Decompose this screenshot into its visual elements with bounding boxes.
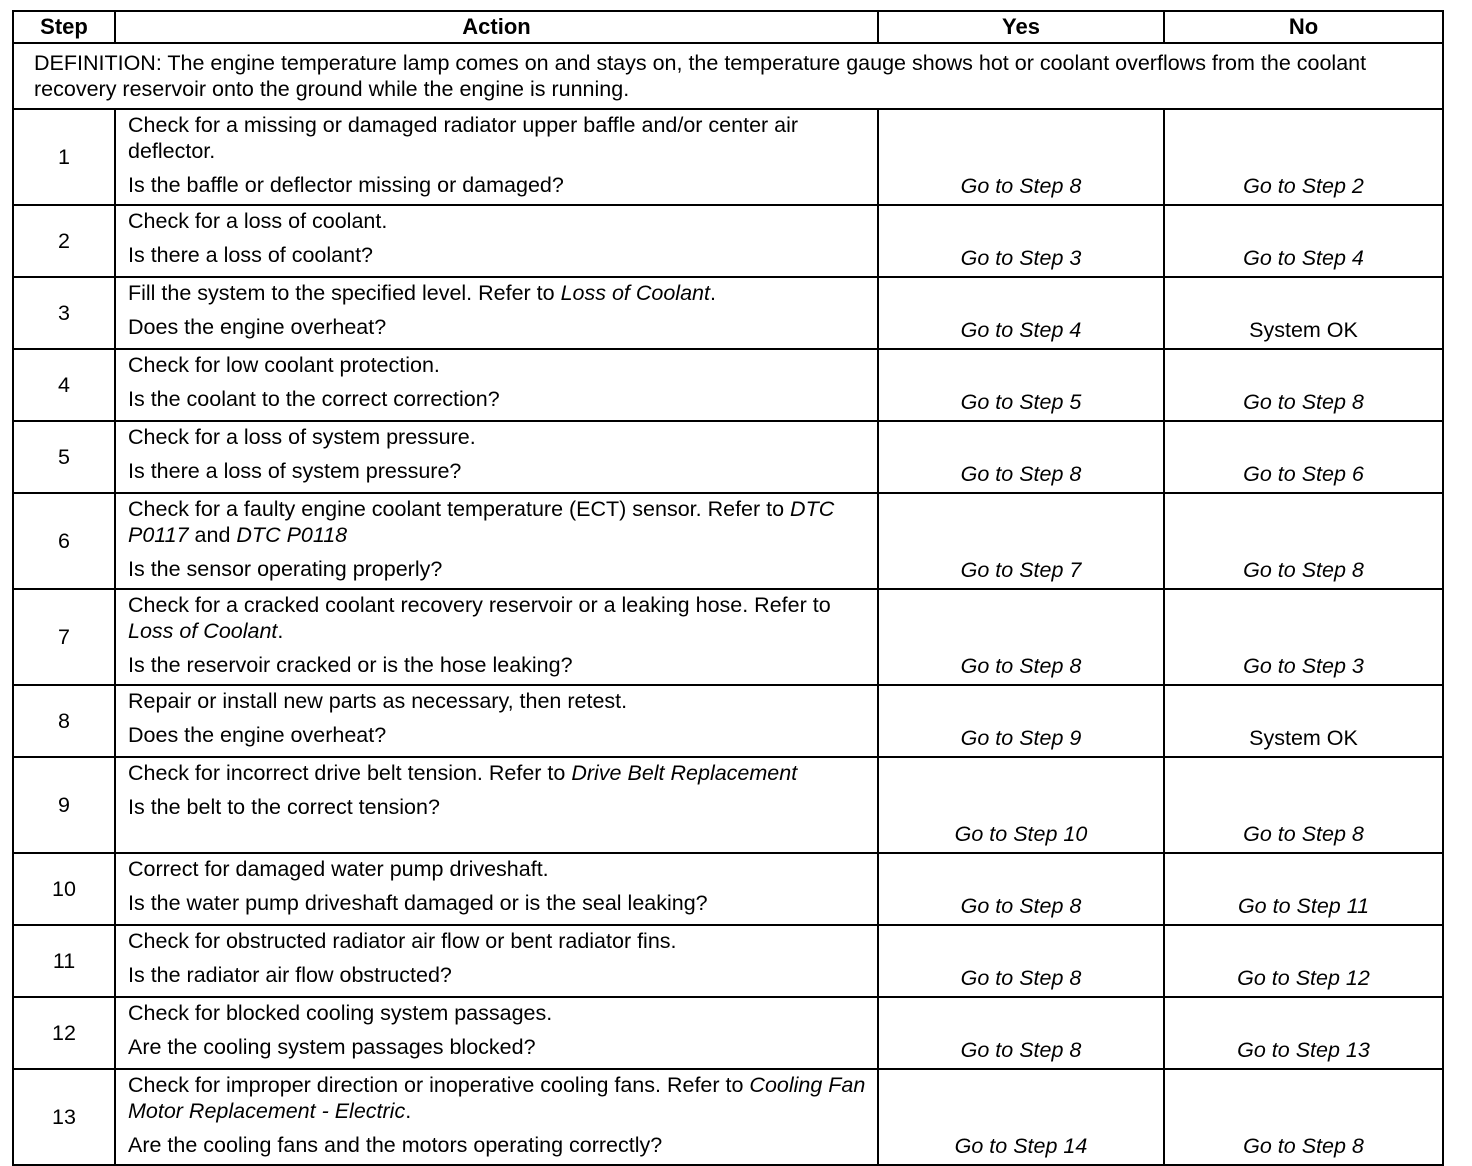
yes-answer: Go to Step 9 [878,685,1164,757]
no-answer: Go to Step 8 [1164,1069,1443,1165]
action-text-segment: Check for low coolant protection. [128,353,440,377]
step-number: 8 [13,685,115,757]
step-row [13,589,1443,685]
action-check-text [128,592,869,644]
no-answer: Go to Step 2 [1164,109,1443,205]
step-row [13,685,1443,757]
action-question: Is there a loss of system pressure? [128,459,462,483]
action-check-text [128,928,869,954]
no-answer: Go to Step 8 [1164,349,1443,421]
action-text-segment: Correct for damaged water pump driveshaft. [128,857,549,881]
action-question: Is the coolant to the correct correction? [128,387,500,411]
action-cell [115,277,878,349]
action-question: Are the cooling system passages blocked? [128,1035,536,1059]
step-number: 13 [13,1069,115,1165]
definition-row [13,43,1443,109]
yes-answer: Go to Step 8 [878,589,1164,685]
yes-answer: Go to Step 8 [878,853,1164,925]
yes-answer: Go to Step 8 [878,925,1164,997]
yes-answer: Go to Step 8 [878,109,1164,205]
action-question: Is the reservoir cracked or is the hose leaking? [128,653,573,677]
no-answer: System OK [1164,685,1443,757]
yes-answer: Go to Step 8 [878,997,1164,1069]
step-row [13,925,1443,997]
no-answer: Go to Step 6 [1164,421,1443,493]
diagnostic-table [12,10,1444,1166]
action-cell [115,685,878,757]
step-row [13,109,1443,205]
action-check-text [128,1072,869,1124]
action-text-segment: and [188,523,237,547]
reference-link-text: Drive Belt Replacement [571,761,798,785]
step-row [13,493,1443,589]
step-number: 12 [13,997,115,1069]
action-text-segment: Check for blocked cooling system passages. [128,1001,553,1025]
action-cell [115,589,878,685]
action-cell [115,757,878,853]
yes-answer: Go to Step 14 [878,1069,1164,1165]
yes-answer: Go to Step 5 [878,349,1164,421]
no-answer: System OK [1164,277,1443,349]
action-question: Does the engine overheat? [128,315,387,339]
header-yes: Yes [878,11,1164,43]
yes-answer: Go to Step 10 [878,757,1164,853]
action-check-text [128,496,869,548]
action-text-segment: Check for a loss of coolant. [128,209,388,233]
reference-link-text: DTC P0117 [128,497,835,547]
action-check-text [128,208,869,234]
action-text-segment: . [709,281,716,305]
step-row [13,421,1443,493]
no-answer: Go to Step 8 [1164,757,1443,853]
action-check-text [128,760,869,786]
action-question: Does the engine overheat? [128,723,387,747]
step-row [13,997,1443,1069]
definition-text: DEFINITION: The engine temperature lamp comes on and stays on, the temperature gauge shows hot or coolant overflows from the coolant recovery reservoir onto the ground while the engine is running. [13,43,1443,109]
yes-answer: Go to Step 3 [878,205,1164,277]
yes-answer: Go to Step 8 [878,421,1164,493]
action-question: Is the belt to the correct tension? [128,795,440,819]
action-text-segment: Check for improper direction or inoperative cooling fans. Refer to [128,1073,750,1097]
action-text-segment: Check for incorrect drive belt tension. Refer to [128,761,572,785]
reference-link-text: Cooling Fan Motor Replacement - Electric [128,1073,866,1123]
step-row [13,349,1443,421]
step-row [13,205,1443,277]
action-text-segment: Repair or install new parts as necessary, then retest. [128,689,628,713]
step-number: 6 [13,493,115,589]
action-check-text [128,112,869,164]
no-answer: Go to Step 4 [1164,205,1443,277]
action-text-segment: Check for a loss of system pressure. [128,425,476,449]
action-question: Is the radiator air flow obstructed? [128,963,452,987]
action-text-segment: . [405,1099,412,1123]
action-cell [115,853,878,925]
step-row [13,853,1443,925]
action-text-segment: . [277,619,284,643]
action-cell [115,205,878,277]
action-cell [115,349,878,421]
no-answer: Go to Step 3 [1164,589,1443,685]
step-row [13,277,1443,349]
action-cell [115,925,878,997]
step-number: 5 [13,421,115,493]
action-text-segment: Check for a cracked coolant recovery reservoir or a leaking hose. Refer to [128,593,831,617]
reference-link-text: Loss of Coolant [128,619,278,643]
step-number: 10 [13,853,115,925]
action-cell [115,421,878,493]
action-text-segment: Fill the system to the specified level. Refer to [128,281,561,305]
header-row [13,11,1443,43]
action-check-text [128,424,869,450]
action-question: Is there a loss of coolant? [128,243,374,267]
header-step: Step [13,11,115,43]
action-cell [115,109,878,205]
step-number: 1 [13,109,115,205]
step-row [13,1069,1443,1165]
yes-answer: Go to Step 7 [878,493,1164,589]
header-no: No [1164,11,1443,43]
no-answer: Go to Step 8 [1164,493,1443,589]
step-number: 4 [13,349,115,421]
step-number: 7 [13,589,115,685]
action-check-text [128,352,869,378]
step-number: 9 [13,757,115,853]
action-check-text [128,1000,869,1026]
reference-link-text: Loss of Coolant [560,281,710,305]
yes-answer: Go to Step 4 [878,277,1164,349]
reference-link-text: DTC P0118 [236,523,348,547]
action-cell [115,997,878,1069]
action-cell [115,493,878,589]
action-question: Is the baffle or deflector missing or damaged? [128,173,564,197]
step-row [13,757,1443,853]
step-number: 2 [13,205,115,277]
no-answer: Go to Step 12 [1164,925,1443,997]
action-question: Are the cooling fans and the motors operating correctly? [128,1133,663,1157]
action-check-text [128,280,869,306]
no-answer: Go to Step 13 [1164,997,1443,1069]
action-text-segment: Check for obstructed radiator air flow or bent radiator fins. [128,929,677,953]
action-text-segment: Check for a faulty engine coolant temperature (ECT) sensor. Refer to [128,497,791,521]
action-check-text [128,688,869,714]
action-question: Is the sensor operating properly? [128,557,443,581]
action-question: Is the water pump driveshaft damaged or is the seal leaking? [128,891,708,915]
step-number: 3 [13,277,115,349]
header-action: Action [115,11,878,43]
action-cell [115,1069,878,1165]
no-answer: Go to Step 11 [1164,853,1443,925]
action-text-segment: Check for a missing or damaged radiator upper baffle and/or center air deflector. [128,113,799,163]
action-check-text [128,856,869,882]
step-number: 11 [13,925,115,997]
